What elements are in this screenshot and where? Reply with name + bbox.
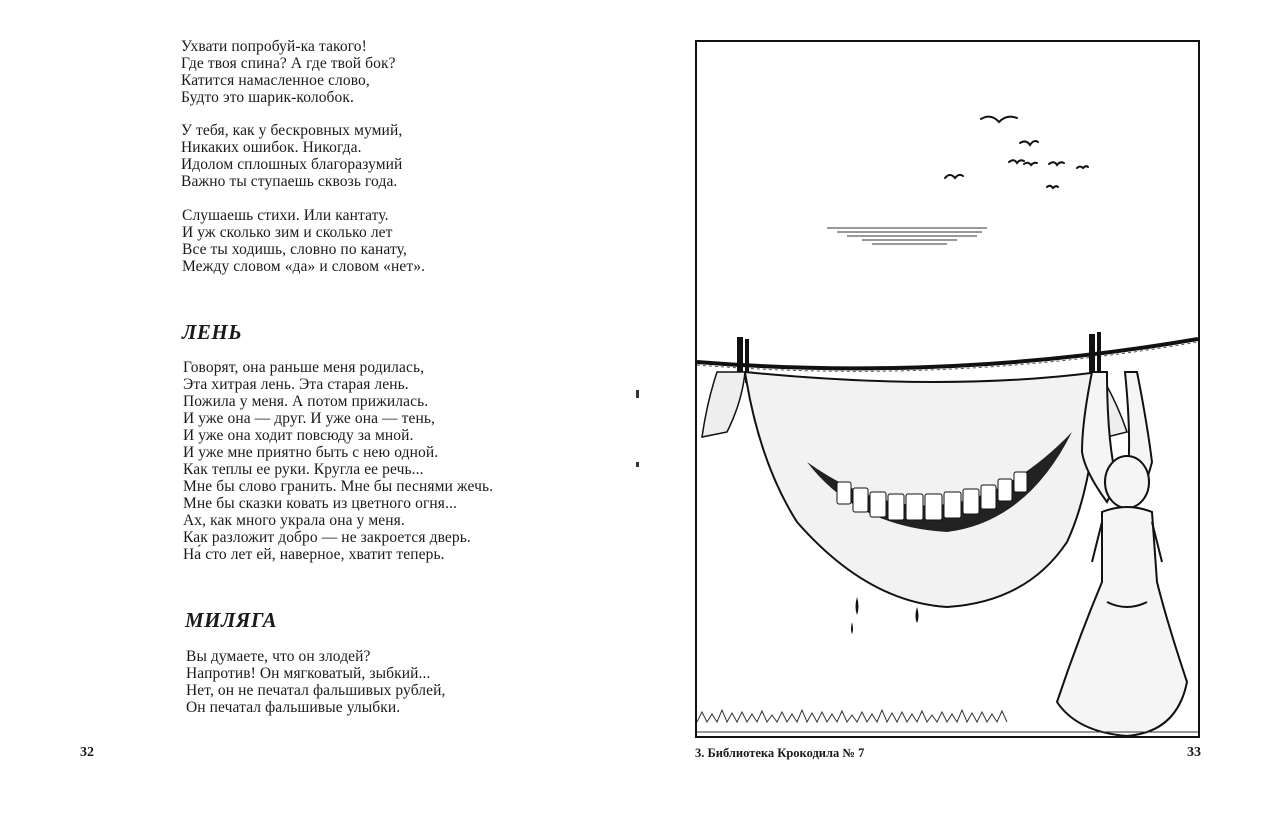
- poem-len-body: [183, 359, 493, 563]
- verse-line: Как теплы ее руки. Кругла ее речь...: [183, 461, 424, 478]
- verse-line: И уже она — друг. И уже она — тень,: [183, 410, 436, 427]
- verse-line: Как разложит добро — не закроется дверь.: [183, 529, 471, 546]
- stanza-3: [182, 207, 425, 275]
- illustration-frame: [695, 40, 1200, 738]
- verse-line: Между словом «да» и словом «нет».: [182, 258, 426, 275]
- verse-line: Нет, он не печатал фальшивых рублей,: [186, 682, 446, 699]
- verse-line: Он печатал фальшивые улыбки.: [186, 699, 401, 716]
- verse-line: Ах, как много украла она у меня.: [183, 512, 405, 529]
- verse-line: И уже мне приятно быть с нею одной.: [183, 444, 439, 461]
- cloud-hatching: [827, 228, 987, 244]
- verse-line: Ухвати попробуй-ка такого!: [181, 38, 367, 55]
- verse-line: У тебя, как у бескровных мумий,: [181, 122, 403, 139]
- stanza-2: [181, 122, 402, 190]
- verse-line: Будто это шарик-колобок.: [181, 89, 354, 106]
- verse-line: Мне бы сказки ковать из цветного огня...: [183, 495, 457, 512]
- verse-line: Эта хитрая лень. Эта старая лень.: [183, 376, 409, 393]
- page-number-left: 32: [80, 745, 94, 760]
- verse-line: Никаких ошибок. Никогда.: [181, 139, 362, 156]
- verse-line: Слушаешь стихи. Или кантату.: [182, 207, 389, 224]
- verse-line: Катится намасленное слово,: [181, 72, 370, 89]
- scan-mark: [636, 390, 639, 398]
- verse-line: Важно ты ступаешь сквозь года.: [181, 173, 398, 190]
- verse-line: Говорят, она раньше меня родилась,: [183, 359, 425, 376]
- footer-signature: 3. Библиотека Крокодила № 7: [695, 746, 865, 760]
- smile-cloth: [702, 372, 1127, 634]
- stanza-1: [181, 38, 396, 106]
- verse-line: Идолом сплошных благоразумий: [181, 156, 403, 173]
- poem-title-len: ЛЕНЬ: [182, 320, 243, 344]
- page-number-right: 33: [1187, 745, 1201, 760]
- laundry-line-smile-illustration: [697, 42, 1198, 736]
- right-page: [640, 0, 1280, 819]
- verse-line: Вы думаете, что он злодей?: [186, 648, 371, 665]
- verse-line: На́ сто лет ей, наверное, хватит теперь.: [183, 546, 445, 563]
- scan-mark: [636, 462, 639, 467]
- verse-line: Напротив! Он мягковатый, зыбкий...: [186, 665, 431, 682]
- verse-line: И уж сколько зим и сколько лет: [182, 224, 393, 241]
- verse-line: И уже она ходит повсюду за мной.: [183, 427, 414, 444]
- clothesline-rope: [697, 339, 1198, 371]
- verse-line: Пожила у меня. А потом прижилась.: [183, 393, 429, 410]
- verse-line: Мне бы слово гранить. Мне бы песнями жечь.: [183, 478, 494, 495]
- verse-line: Все ты ходишь, словно по канату,: [182, 241, 407, 258]
- poem-title-milyaga: МИЛЯГА: [185, 608, 277, 632]
- verse-line: Где твоя спина? А где твой бок?: [181, 55, 396, 72]
- seagulls-drawing: [945, 117, 1088, 188]
- poem-milyaga-body: [186, 648, 445, 716]
